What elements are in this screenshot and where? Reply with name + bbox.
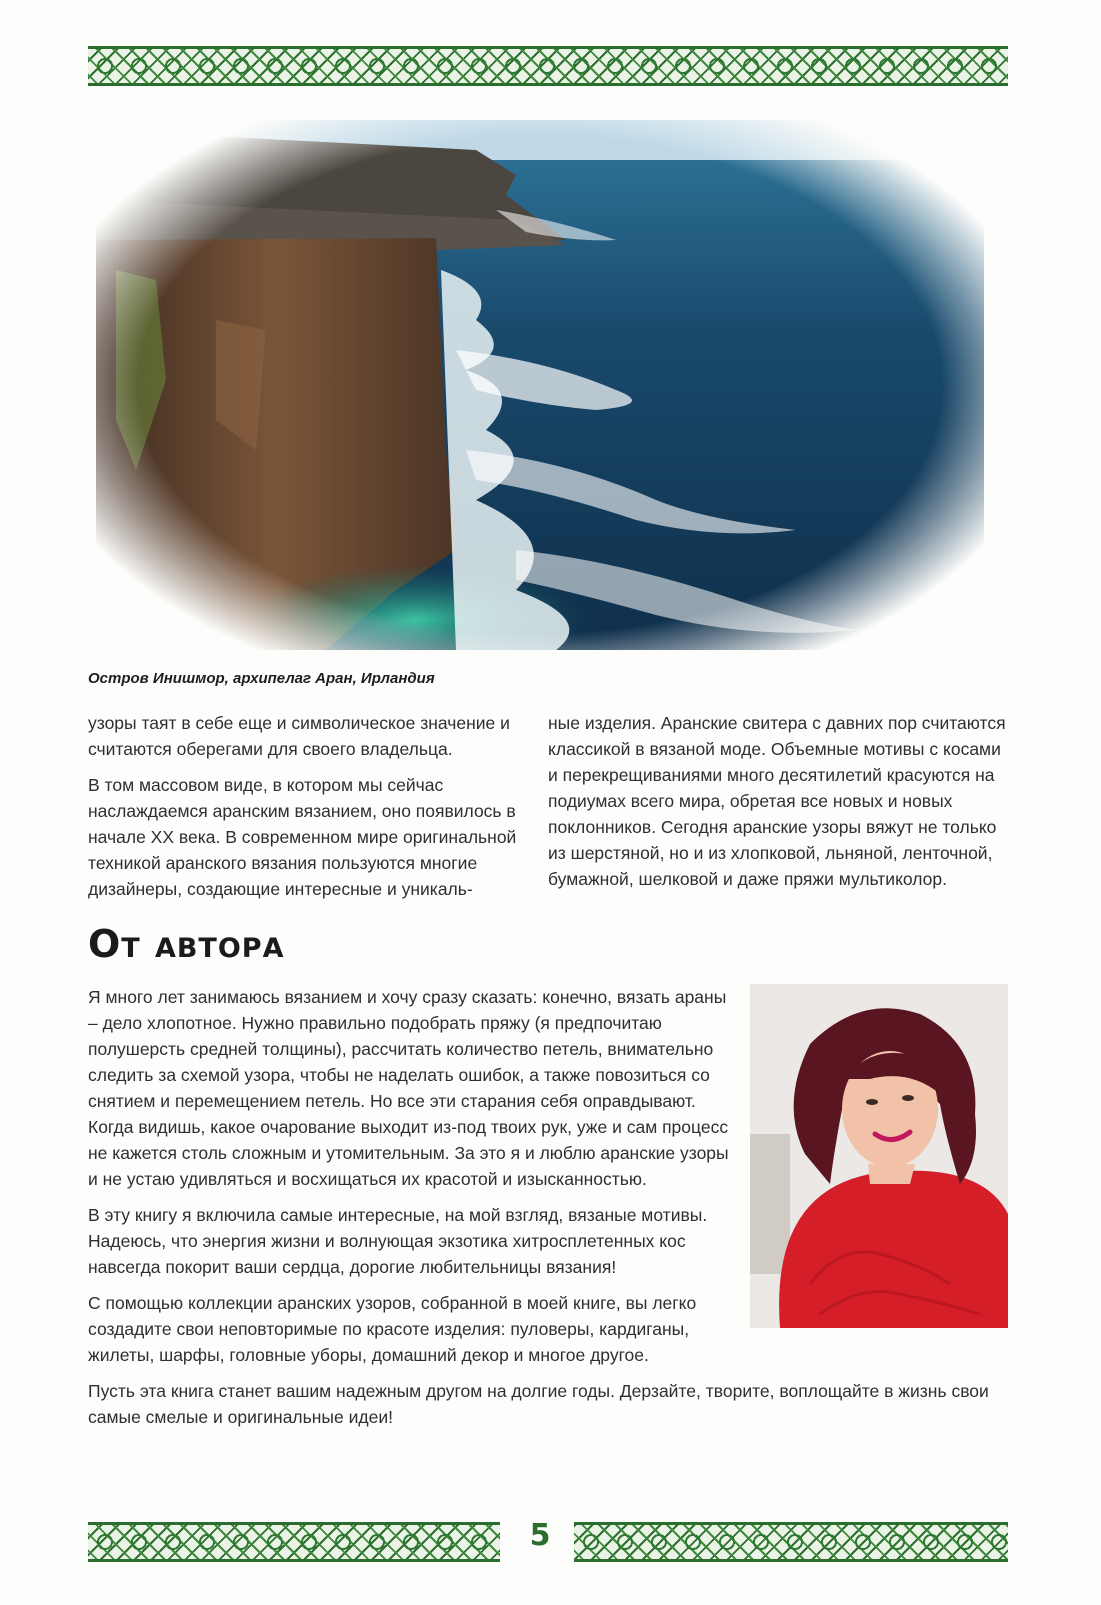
paragraph: С помощью коллекции аранских узоров, собранной в моей книге, вы легко создадите свои неповторимые по красоте изделия: пуловеры, кардиганы, жилеты, шарфы, головные уборы, домашний декор и многое другое. [88, 1293, 697, 1365]
coastline-photo [96, 120, 984, 650]
author-section [88, 984, 1008, 1440]
celtic-knot-border-top [88, 46, 1008, 86]
paragraph: Я много лет занимаюсь вязанием и хочу сразу сказать: конечно, вязать араны – дело хлопотное. Нужно правильно подобрать пряжу (я предпочитаю полушерсть средней толщины), рассчитать количество петель, внимательно следить за схемой узора, чтобы не наделать ошибок, а также повозиться со снятием и перемещением петель. Но все эти старания себя оправдывают. Когда видишь, какое очарование выходит из-под твоих рук, уже и сам процесс не кажется столь сложным и утомительным. За это я и люблю аранские узоры и не устаю удивляться и восхищаться их красотой и изысканностью. [88, 987, 729, 1189]
paragraph: В эту книгу я включила самые интересные, на мой взгляд, вязаные мотивы. Надеюсь, что энергия жизни и волнующая экзотика хитросплетенных кос навсегда покорит ваши сердца, дорогие любительницы вязания! [88, 1205, 708, 1277]
paragraph: узоры таят в себе еще и символическое значение и считаются оберегами для своего владельца. [88, 713, 510, 759]
author-photo [750, 984, 1008, 1328]
text-column-right [548, 710, 1008, 902]
paragraph: ные изделия. Аранские свитера с давних пор считаются классикой в вязаной моде. Объемные мотивы с косами и перекрещиваниями много десятилетий красуются на подиумах всего мира, обретая все новых и новых поклонников. Сегодня аранские узоры вяжут не только из шерстяной, но и из хлопковой, льняной, ленточной, бумажной, шелковой и даже пряжи мультиколор. [548, 713, 1006, 889]
celtic-knot-border-bottom-left [88, 1522, 500, 1562]
text-column-left [88, 710, 538, 912]
paragraph: Пусть эта книга станет вашим надежным другом на долгие годы. Дерзайте, творите, воплощайте в жизнь свои самые смелые и оригинальные идеи! [88, 1381, 989, 1427]
paragraph: В том массовом виде, в котором мы сейчас наслаждаемся аранским вязанием, оно появилось в начале XX века. В современном мире оригинальной техникой аранского вязания пользуются многие дизайнеры, создающие интересные и уникаль- [88, 775, 517, 899]
section-heading: От автора [88, 922, 285, 966]
page-number: 5 [529, 1518, 551, 1553]
photo-caption: Остров Инишмор, архипелаг Аран, Ирландия [88, 670, 435, 687]
celtic-knot-border-bottom-right [574, 1522, 1008, 1562]
